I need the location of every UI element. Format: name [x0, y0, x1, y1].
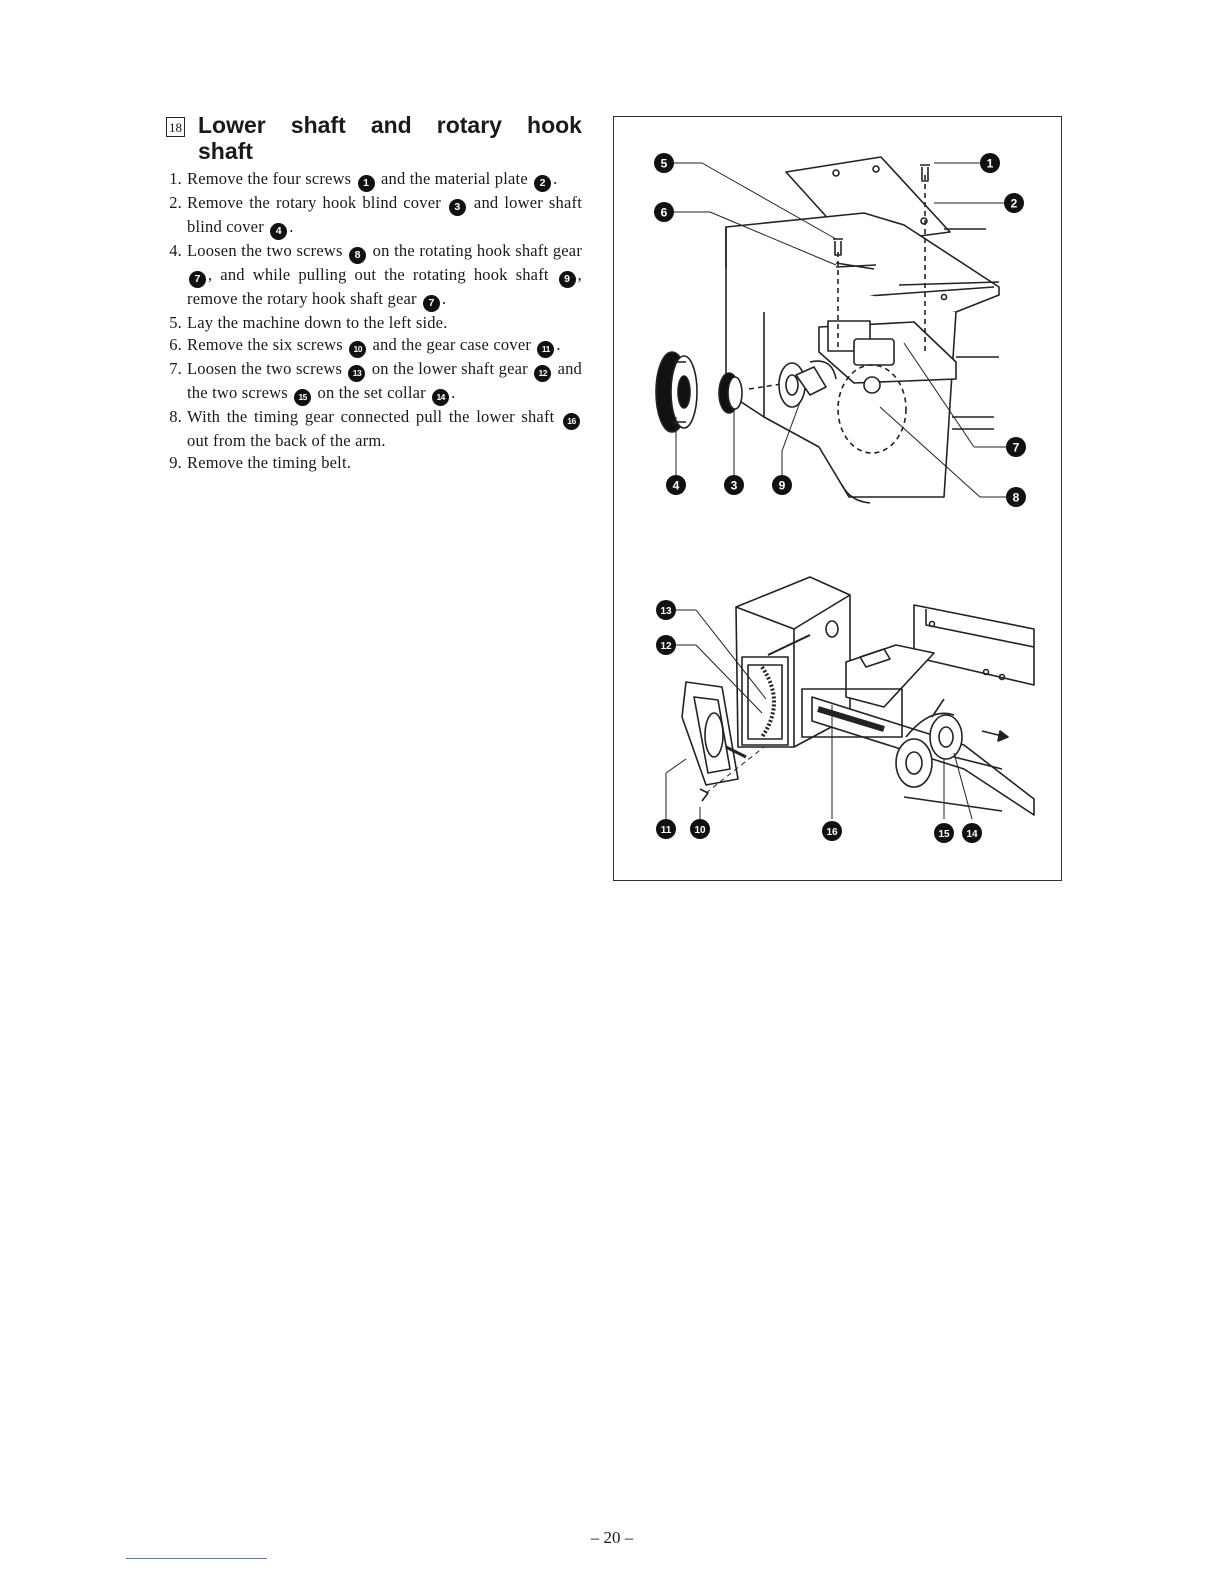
bottom-illustration — [682, 577, 1034, 815]
step-number: 8. — [169, 407, 182, 426]
part-ref-badge: 12 — [534, 365, 551, 382]
step-text: Loosen the two screws — [187, 241, 348, 260]
callout-label: 3 — [730, 478, 738, 493]
step-item — [160, 358, 582, 406]
part-ref-badge: 14 — [432, 389, 449, 406]
step-item — [160, 406, 582, 452]
part-ref-badge: 7 — [423, 295, 440, 312]
title-word: rotary — [436, 112, 502, 138]
section-number-box: 18 — [166, 117, 185, 137]
callout-label: 12 — [660, 641, 672, 652]
part-ref-badge: 15 — [294, 389, 311, 406]
step-item — [160, 192, 582, 240]
callout-label: 16 — [826, 827, 838, 838]
callout-label: 13 — [660, 606, 672, 617]
callout-label: 9 — [778, 478, 786, 493]
step-number: 6. — [169, 335, 182, 354]
step-text: . — [451, 383, 456, 402]
step-item — [160, 240, 582, 312]
part-ref-badge: 11 — [537, 341, 554, 358]
callout-label: 1 — [986, 156, 994, 171]
callout-label: 15 — [938, 829, 950, 840]
callout-label: 11 — [660, 825, 672, 836]
part-ref-badge: 2 — [534, 175, 551, 192]
callout-label: 14 — [966, 829, 978, 840]
step-text: . — [553, 169, 558, 188]
step-text: on the rotating hook shaft gear — [368, 241, 583, 260]
callout-label: 8 — [1012, 490, 1020, 505]
section-heading — [166, 112, 582, 164]
callout-label: 7 — [1012, 440, 1020, 455]
step-number: 2. — [169, 193, 182, 212]
step-text: Remove the six screws — [187, 335, 348, 354]
step-item — [160, 452, 582, 474]
step-text: and lower shaft blind cover — [187, 193, 582, 236]
procedure-steps — [160, 168, 582, 474]
step-text: . — [442, 289, 447, 308]
step-number: 9. — [169, 453, 182, 472]
top-illustration — [656, 157, 999, 503]
part-ref-badge: 1 — [358, 175, 375, 192]
step-number: 5. — [169, 313, 182, 332]
callout-label: 4 — [672, 478, 680, 493]
step-text: . — [556, 335, 561, 354]
step-item — [160, 168, 582, 192]
part-ref-badge: 9 — [559, 271, 576, 288]
step-text: and the two screws — [187, 359, 582, 402]
part-ref-badge: 8 — [349, 247, 366, 264]
title-line-2: shaft — [198, 138, 253, 164]
callout-label: 5 — [660, 156, 668, 171]
part-ref-badge: 4 — [270, 223, 287, 240]
callout-label: 6 — [660, 205, 668, 220]
step-text: and the gear case cover — [368, 335, 536, 354]
part-ref-badge: 7 — [189, 271, 206, 288]
footer-rule — [126, 1558, 267, 1559]
section-title — [198, 112, 582, 164]
step-text: With the timing gear connected pull the lower shaft — [187, 407, 561, 426]
part-ref-badge: 16 — [563, 413, 580, 430]
step-text: Remove the rotary hook blind cover — [187, 193, 447, 212]
step-text: . — [289, 217, 294, 236]
step-text: Lay the machine down to the left side. — [187, 313, 448, 332]
step-item — [160, 334, 582, 358]
step-text: on the set collar — [313, 383, 431, 402]
exploded-diagram — [614, 117, 1063, 882]
step-number: 7. — [169, 359, 182, 378]
step-item — [160, 312, 582, 334]
title-line-1 — [198, 112, 582, 138]
step-number: 4. — [169, 241, 182, 260]
step-text: on the lower shaft gear — [367, 359, 533, 378]
title-word: Lower — [198, 112, 266, 138]
step-text: , and while pulling out the rotating hook shaft — [208, 265, 557, 284]
callout-label: 2 — [1010, 196, 1018, 211]
part-ref-badge: 10 — [349, 341, 366, 358]
title-word: hook — [527, 112, 582, 138]
step-text: out from the back of the arm. — [187, 431, 386, 450]
title-word: shaft — [290, 112, 346, 138]
step-text: , remove the rotary hook shaft gear — [187, 265, 582, 308]
step-text: and the material plate — [376, 169, 533, 188]
step-text: Loosen the two screws — [187, 359, 347, 378]
title-word: and — [370, 112, 412, 138]
step-number: 1. — [169, 169, 182, 188]
step-text: Remove the timing belt. — [187, 453, 352, 472]
part-ref-badge: 13 — [348, 365, 365, 382]
part-ref-badge: 3 — [449, 199, 466, 216]
page-number: – 20 – — [590, 1528, 634, 1547]
step-text: Remove the four screws — [187, 169, 356, 188]
callout-label: 10 — [694, 825, 706, 836]
exploded-diagram-frame — [613, 116, 1062, 881]
